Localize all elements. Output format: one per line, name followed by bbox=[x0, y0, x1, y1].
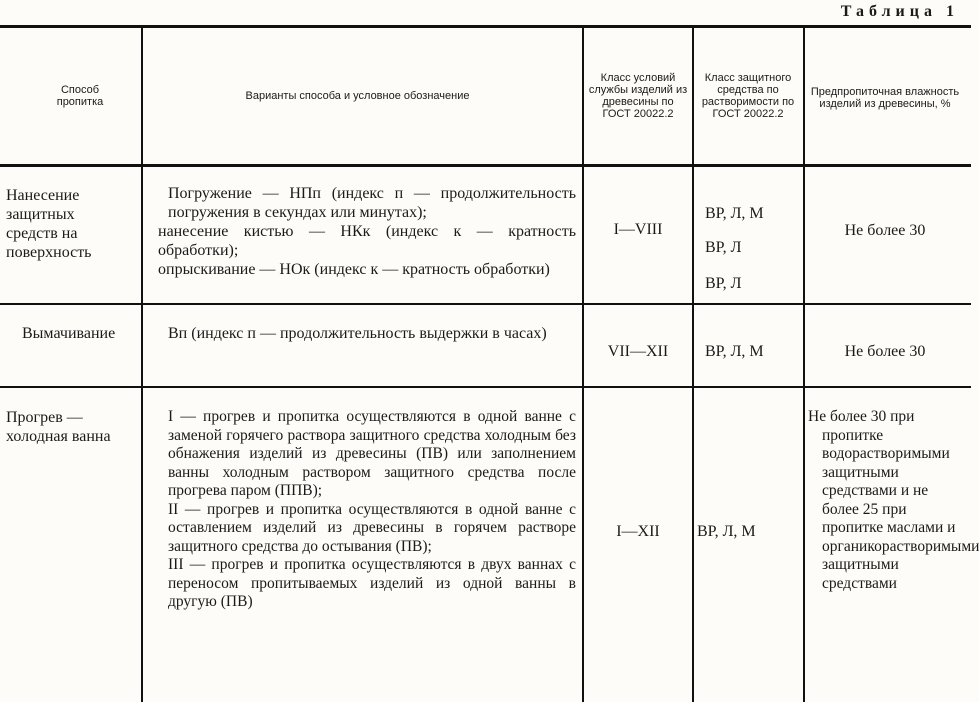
row3-agent-class: ВР, Л, М bbox=[697, 523, 756, 540]
row1-variants bbox=[150, 184, 576, 279]
row2-agent-class: ВР, Л, М bbox=[705, 343, 764, 360]
row1-method: Нанесение защитных средств на поверхность bbox=[6, 187, 92, 261]
column-divider-2 bbox=[582, 28, 584, 702]
row2-variants bbox=[150, 324, 576, 343]
row2-variant-1: Вп (индекс п — продолжительность выдержки в часах) bbox=[168, 325, 547, 342]
row1-agent-class-1: ВР, Л, М bbox=[705, 205, 764, 222]
row3-variant-1: I — прогрев и пропитка осуществляются в одной ванне с заменой горячего раствора защитного средства холодным без обнажения изделий из древесины (ПВ) или заполнением ванны холодным раствором защитного средства после прогрева паром (ППВ); bbox=[168, 408, 576, 499]
header-moisture: Предпропиточная влажность изделий из древесины, % bbox=[810, 86, 960, 110]
header-variants: Варианты способа и условное обозначение bbox=[245, 90, 470, 102]
row3-variants bbox=[150, 408, 576, 612]
header-service-class: Класс условий службы изделий из древесины по ГОСТ 20022.2 bbox=[588, 72, 688, 120]
row1-variant-3: опрыскивание — НОк (индекс к — кратность обработки) bbox=[158, 261, 550, 278]
row-divider-1 bbox=[0, 303, 971, 305]
row1-agent-class-2: ВР, Л bbox=[705, 239, 742, 256]
column-divider-4 bbox=[803, 28, 805, 702]
table-top-rule bbox=[0, 25, 971, 28]
row2-moisture: Не более 30 bbox=[844, 343, 926, 360]
row1-agent-class-3: ВР, Л bbox=[705, 275, 742, 292]
row3-variant-3: III — прогрев и пропитка осуществляются в двух ваннах с переносом пропитываемых изделий из одной ванны в другую (ПВ) bbox=[168, 556, 576, 610]
column-divider-3 bbox=[692, 28, 694, 702]
row1-variant-2: нанесение кистью — НКк (индекс к — кратность обработки); bbox=[158, 223, 576, 259]
header-method: Способ пропитка bbox=[56, 84, 104, 108]
row-divider-2 bbox=[0, 386, 971, 388]
row3-service-class: I—XII bbox=[616, 523, 660, 540]
row1-service-class: I—VIII bbox=[613, 221, 663, 238]
table-label: Таблица 1 bbox=[840, 3, 959, 20]
column-divider-1 bbox=[141, 28, 143, 702]
row3-method: Прогрев — холодная ванна bbox=[6, 409, 111, 445]
header-bottom-rule bbox=[0, 164, 971, 167]
row2-service-class: VII—XII bbox=[607, 343, 669, 360]
row3-variant-2: II — прогрев и пропитка осуществляются в одной ванне с оставлением изделий из древесины в горячем растворе защитного средства до остывания (ПВ); bbox=[168, 500, 576, 555]
row3-moisture: Не более 30 при пропитке водорастворимыми защитными средствами и не более 25 при пропитке маслами и органикорастворимыми защитными средствами bbox=[808, 408, 979, 592]
row1-moisture: Не более 30 bbox=[844, 222, 926, 239]
row2-method: Вымачивание bbox=[22, 325, 116, 342]
header-agent-class: Класс защитного средства по растворимости по ГОСТ 20022.2 bbox=[701, 72, 795, 120]
row1-variant-1: Погружение — НПп (индекс п — продолжительность погружения в секундах или минутах); bbox=[168, 185, 576, 221]
